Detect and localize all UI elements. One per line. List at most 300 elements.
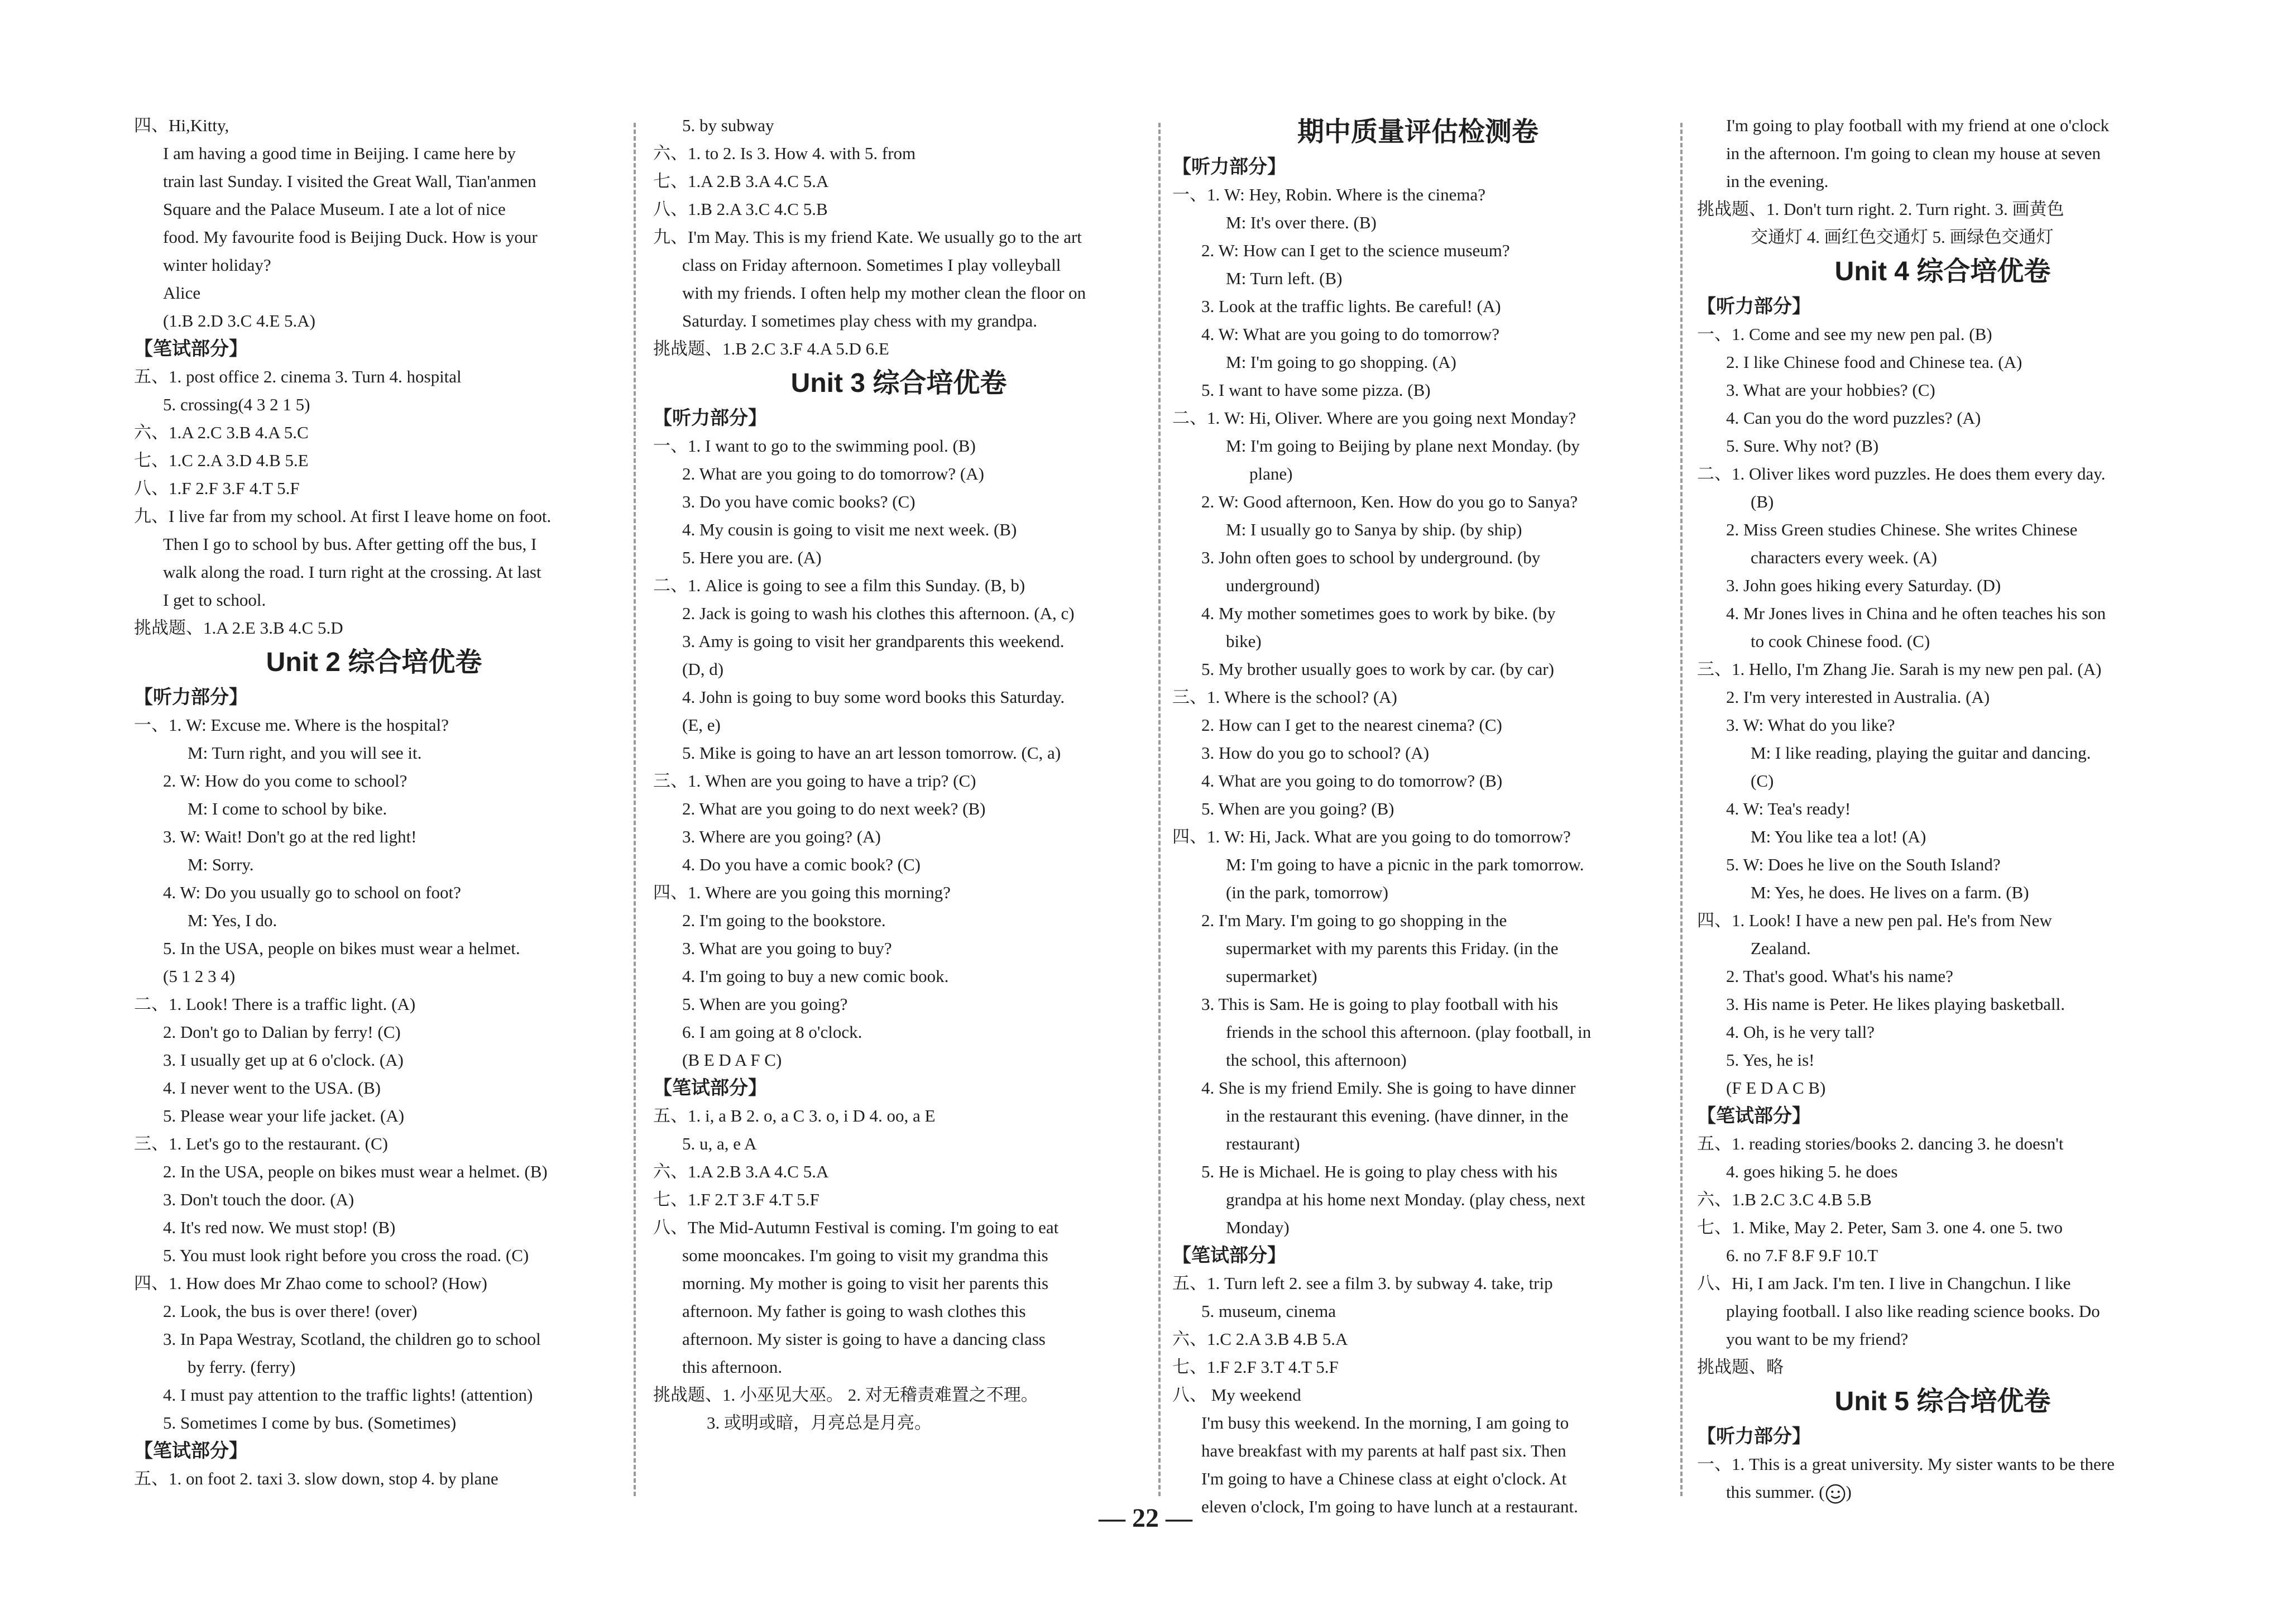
answer-line-text: 5. Sure. Why not? (B) <box>1726 436 1879 456</box>
answer-line <box>653 683 1144 711</box>
answer-line <box>1697 683 2188 711</box>
answer-line <box>1697 572 2188 600</box>
answer-line-text: 二、1. Alice is going to see a film this Sunday. (B, b) <box>653 576 1025 595</box>
answer-line <box>1697 167 2188 195</box>
answer-line <box>134 391 614 419</box>
answer-line-text: 交通灯 4. 画红色交通灯 5. 画绿色交通灯 <box>1751 227 2054 247</box>
answer-line-text: 2. Miss Green studies Chinese. She writes Chinese <box>1726 520 2078 539</box>
answer-line-text: 4. My cousin is going to visit me next week. (B) <box>682 520 1017 539</box>
answer-line-text: by ferry. (ferry) <box>188 1357 296 1377</box>
answer-line <box>1172 1018 1664 1046</box>
answer-line-text: 八、Hi, I am Jack. I'm ten. I live in Changchun. I like <box>1697 1273 2071 1293</box>
answer-line <box>653 823 1144 851</box>
answer-line-text: M: Turn left. (B) <box>1226 269 1343 288</box>
section-heading-text: Unit 5 综合培优卷 <box>1834 1387 2051 1416</box>
answer-line-text: Then I go to school by bus. After getting off the bus, I <box>163 534 537 554</box>
answer-line-text: M: It's over there. (B) <box>1226 213 1377 232</box>
answer-line <box>1697 1186 2188 1214</box>
answer-line-text: 3. How do you go to school? (A) <box>1201 743 1430 763</box>
answer-line-text: I'm going to play football with my friend at one o'clock <box>1726 116 2110 135</box>
answer-line-text: I get to school. <box>163 590 266 610</box>
answer-line-text: 4. Do you have a comic book? (C) <box>682 855 921 874</box>
answer-line-text: 4. W: Do you usually go to school on foot? <box>163 883 461 902</box>
answer-line-text: supermarket) <box>1226 966 1317 986</box>
answer-line <box>653 223 1144 251</box>
answer-line <box>653 767 1144 795</box>
answer-line <box>1172 600 1664 627</box>
answer-line-text: M: Yes, he does. He lives on a farm. (B) <box>1751 883 2029 902</box>
answer-line <box>1172 1130 1664 1158</box>
answer-column-3 <box>1172 112 1664 1516</box>
answer-line <box>134 1270 614 1297</box>
answer-line-text: class on Friday afternoon. Sometimes I play volleyball <box>682 255 1061 275</box>
answer-line-text: 3. What are your hobbies? (C) <box>1726 380 1935 400</box>
answer-line <box>1697 348 2188 376</box>
answer-line <box>134 1018 614 1046</box>
answer-line <box>134 1353 614 1381</box>
answer-line-text: 5. u, a, e A <box>682 1134 757 1153</box>
answer-line <box>1697 655 2188 683</box>
answer-line <box>1172 1297 1664 1325</box>
answer-line-text: (B) <box>1751 492 1774 511</box>
answer-line-text: friends in the school this afternoon. (play football, in <box>1226 1022 1592 1042</box>
answer-line <box>134 167 614 195</box>
answer-line <box>1697 112 2188 140</box>
answer-line <box>653 907 1144 935</box>
answer-line <box>1172 1353 1664 1381</box>
answer-line <box>1172 1214 1664 1242</box>
answer-line-text: 八、 My weekend <box>1172 1385 1301 1405</box>
part-label-text: 【笔试部分】 <box>653 1077 767 1099</box>
part-label <box>1697 1102 2188 1130</box>
part-label <box>134 1437 614 1465</box>
answer-line <box>1697 223 2188 251</box>
answer-line-text: 四、1. W: Hi, Jack. What are you going to do tomorrow? <box>1172 827 1571 846</box>
answer-line-text: 四、1. Where are you going this morning? <box>653 883 951 902</box>
answer-line <box>134 962 614 990</box>
answer-line <box>134 307 614 335</box>
part-label <box>1697 1422 2188 1450</box>
answer-line <box>134 795 614 823</box>
answer-line-text: M: Turn right, and you will see it. <box>188 743 422 763</box>
answer-line <box>1172 181 1664 209</box>
answer-line <box>653 1102 1144 1130</box>
answer-line-text: 4. I must pay attention to the traffic lights! (attention) <box>163 1385 533 1405</box>
section-heading <box>653 363 1144 404</box>
part-label <box>653 404 1144 432</box>
answer-line <box>1697 767 2188 795</box>
answer-line <box>1172 1325 1664 1353</box>
column-separator <box>1158 123 1161 1496</box>
answer-line-text: 5. Yes, he is! <box>1726 1050 1815 1070</box>
answer-line-text: 挑战题、略 <box>1697 1357 1784 1377</box>
answer-line-text: 七、1. Mike, May 2. Peter, Sam 3. one 4. one 5. two <box>1697 1218 2063 1237</box>
answer-line-text: 5. museum, cinema <box>1201 1301 1336 1321</box>
answer-line <box>134 1074 614 1102</box>
answer-line-text: afternoon. My sister is going to have a dancing class <box>682 1329 1046 1349</box>
answer-line <box>653 1186 1144 1214</box>
answer-line-text: 七、1.F 2.F 3.T 4.T 5.F <box>1172 1357 1339 1377</box>
answer-line <box>653 600 1144 627</box>
answer-line <box>1697 320 2188 348</box>
part-label-text: 【听力部分】 <box>1172 156 1286 178</box>
answer-line-text: 3. Look at the traffic lights. Be careful! (A) <box>1201 296 1501 316</box>
part-label-text: 【笔试部分】 <box>1172 1245 1286 1266</box>
answer-line <box>1172 404 1664 432</box>
answer-line <box>134 1409 614 1437</box>
answer-line <box>134 1130 614 1158</box>
answer-line <box>1172 1270 1664 1297</box>
answer-line-text: 五、1. on foot 2. taxi 3. slow down, stop 4. by plane <box>134 1469 499 1488</box>
answer-line-text: with my friends. I often help my mother clean the floor on <box>682 283 1086 303</box>
answer-line-text: 2. W: Good afternoon, Ken. How do you go to Sanya? <box>1201 492 1578 511</box>
column-separator <box>634 123 636 1496</box>
answer-line-text: 3. John often goes to school by underground. (by <box>1201 548 1541 567</box>
answer-line <box>653 432 1144 460</box>
answer-line-text: 四、1. How does Mr Zhao come to school? (How) <box>134 1273 487 1293</box>
answer-line <box>134 558 614 586</box>
answer-line <box>1697 195 2188 223</box>
answer-line <box>1697 1297 2188 1325</box>
answer-line <box>653 112 1144 140</box>
answer-line-text: supermarket with my parents this Friday. (in the <box>1226 938 1559 958</box>
answer-line <box>653 851 1144 879</box>
answer-line-text: in the restaurant this evening. (have dinner, in the <box>1226 1106 1569 1125</box>
answer-line-text: 五、1. i, a B 2. o, a C 3. o, i D 4. oo, a E <box>653 1106 936 1125</box>
answer-line <box>1172 1186 1664 1214</box>
answer-line-text: 5. by subway <box>682 116 774 135</box>
answer-line <box>1697 516 2188 544</box>
part-label <box>1697 293 2188 320</box>
answer-line-text: 一、1. W: Excuse me. Where is the hospital? <box>134 715 449 735</box>
answer-line <box>134 475 614 502</box>
answer-line-text: 6. no 7.F 8.F 9.F 10.T <box>1726 1245 1878 1265</box>
answer-line <box>1697 544 2188 572</box>
answer-line-text: 3. This is Sam. He is going to play football with his <box>1201 994 1559 1014</box>
answer-line <box>1172 1074 1664 1102</box>
answer-line <box>1172 516 1664 544</box>
answer-line-text: M: I'm going to go shopping. (A) <box>1226 352 1456 372</box>
answer-line-text: I am having a good time in Beijing. I came here by <box>163 143 516 163</box>
answer-line-text: 三、1. Hello, I'm Zhang Jie. Sarah is my new pen pal. (A) <box>1697 659 2102 679</box>
answer-line-text: Saturday. I sometimes play chess with my grandpa. <box>682 311 1037 330</box>
answer-line-text: 八、1.F 2.F 3.F 4.T 5.F <box>134 478 300 498</box>
answer-line <box>1697 1074 2188 1102</box>
answer-line <box>1697 488 2188 516</box>
answer-line-text: 挑战题、1.A 2.E 3.B 4.C 5.D <box>134 618 343 638</box>
answer-line <box>1172 823 1664 851</box>
answer-line-text: 2. I'm going to the bookstore. <box>682 911 886 930</box>
answer-line <box>1172 879 1664 907</box>
answer-line <box>1172 907 1664 935</box>
answer-line-text: 5. W: Does he live on the South Island? <box>1726 855 2001 874</box>
answer-line-text: the school, this afternoon) <box>1226 1050 1407 1070</box>
answer-line-text: 七、1.F 2.T 3.F 4.T 5.F <box>653 1190 819 1209</box>
answer-line-text: 3. I usually get up at 6 o'clock. (A) <box>163 1050 404 1070</box>
answer-line <box>1697 823 2188 851</box>
answer-line-text: 二、1. Look! There is a traffic light. (A) <box>134 994 416 1014</box>
answer-line-text: 八、The Mid-Autumn Festival is coming. I'm going to eat <box>653 1218 1059 1237</box>
answer-line-text: 2. I'm Mary. I'm going to go shopping in the <box>1201 911 1507 930</box>
answer-line <box>653 195 1144 223</box>
answer-column-2 <box>653 112 1144 1496</box>
answer-line <box>1172 655 1664 683</box>
answer-line <box>653 488 1144 516</box>
answer-line-text: 2. In the USA, people on bikes must wear a helmet. (B) <box>163 1162 548 1181</box>
answer-line-text: 5. Please wear your life jacket. (A) <box>163 1106 405 1125</box>
answer-line-text: (5 1 2 3 4) <box>163 966 236 986</box>
answer-line <box>1172 432 1664 460</box>
answer-line-text: 2. W: How do you come to school? <box>163 771 408 791</box>
answer-line <box>1172 683 1664 711</box>
answer-line <box>134 112 614 140</box>
answer-line <box>134 823 614 851</box>
part-label-text: 【听力部分】 <box>1697 296 1811 317</box>
answer-line <box>653 279 1144 307</box>
answer-line <box>1697 1242 2188 1270</box>
answer-line-text: 5. crossing(4 3 2 1 5) <box>163 395 310 414</box>
section-heading <box>134 642 614 683</box>
answer-line <box>134 711 614 739</box>
answer-line <box>134 251 614 279</box>
answer-line <box>134 1186 614 1214</box>
answer-line-text: in the afternoon. I'm going to clean my house at seven <box>1726 143 2101 163</box>
answer-line-text: 2. Don't go to Dalian by ferry! (C) <box>163 1022 401 1042</box>
answer-line-text: 3. W: What do you like? <box>1726 715 1895 735</box>
answer-column-4 <box>1697 112 2188 1502</box>
answer-line <box>1172 460 1664 488</box>
answer-line <box>653 1297 1144 1325</box>
answer-line-text: Square and the Palace Museum. I ate a lot of nice <box>163 199 506 219</box>
answer-line-text: 4. goes hiking 5. he does <box>1726 1162 1898 1181</box>
answer-line <box>1172 348 1664 376</box>
answer-line-text: plane) <box>1249 464 1293 483</box>
answer-line-text: M: I like reading, playing the guitar and dancing. <box>1751 743 2091 763</box>
answer-line-text: you want to be my friend? <box>1726 1329 1909 1349</box>
answer-line <box>134 879 614 907</box>
answer-line <box>653 1158 1144 1186</box>
answer-line-text: Monday) <box>1226 1218 1290 1237</box>
answer-line-text: 5. You must look right before you cross the road. (C) <box>163 1245 529 1265</box>
answer-line-text: 5. When are you going? (B) <box>1201 799 1394 818</box>
answer-line-text: 4. Can you do the word puzzles? (A) <box>1726 408 1981 428</box>
answer-line <box>134 1046 614 1074</box>
answer-line-text: 七、1.C 2.A 3.D 4.B 5.E <box>134 451 309 470</box>
answer-line-text: 4. I'm going to buy a new comic book. <box>682 966 949 986</box>
answer-line-text: 二、1. W: Hi, Oliver. Where are you going next Monday? <box>1172 408 1576 428</box>
answer-line-text: have breakfast with my parents at half past six. Then <box>1201 1441 1566 1460</box>
answer-line <box>653 1353 1144 1381</box>
answer-line-text: 挑战题、1. Don't turn right. 2. Turn right. 3. 画黄色 <box>1697 199 2064 219</box>
answer-line <box>1172 293 1664 320</box>
part-label-text: 【听力部分】 <box>653 408 767 429</box>
answer-line-text: 4. My mother sometimes goes to work by bike. (by <box>1201 603 1556 623</box>
answer-line-text: 3. W: Wait! Don't go at the red light! <box>163 827 417 846</box>
answer-line <box>1172 962 1664 990</box>
answer-line <box>1172 851 1664 879</box>
answer-line <box>1697 460 2188 488</box>
answer-line <box>1172 1102 1664 1130</box>
part-label <box>134 335 614 363</box>
answer-line <box>653 935 1144 962</box>
answer-line-text: food. My favourite food is Beijing Duck. How is your <box>163 227 538 247</box>
answer-line-text: 七、1.A 2.B 3.A 4.C 5.A <box>653 171 829 191</box>
answer-line <box>1697 879 2188 907</box>
answer-line-text: 挑战题、1.B 2.C 3.F 4.A 5.D 6.E <box>653 339 889 358</box>
answer-line-text: Zealand. <box>1751 938 1811 958</box>
answer-line <box>653 655 1144 683</box>
answer-line-text: 5. I want to have some pizza. (B) <box>1201 380 1431 400</box>
answer-line-text: Alice <box>163 283 201 303</box>
answer-line <box>1172 711 1664 739</box>
answer-line-text: 5. In the USA, people on bikes must wear a helmet. <box>163 938 520 958</box>
answer-line-text: 三、1. Where is the school? (A) <box>1172 687 1397 707</box>
answer-line <box>653 460 1144 488</box>
answer-line <box>653 1270 1144 1297</box>
answer-line <box>653 711 1144 739</box>
answer-line <box>1172 1158 1664 1186</box>
part-label <box>1172 1242 1664 1270</box>
answer-line-text: 六、1. to 2. Is 3. How 4. with 5. from <box>653 143 916 163</box>
answer-line <box>1172 488 1664 516</box>
answer-line <box>653 1242 1144 1270</box>
answer-line-text: M: I come to school by bike. <box>188 799 387 818</box>
answer-line <box>1172 265 1664 293</box>
answer-line <box>134 1465 614 1493</box>
answer-line-text: 六、1.A 2.C 3.B 4.A 5.C <box>134 423 309 442</box>
answer-line <box>134 1102 614 1130</box>
answer-line <box>1697 1353 2188 1381</box>
answer-line-text: 2. What are you going to do tomorrow? (A) <box>682 464 984 483</box>
answer-line-text: 2. I like Chinese food and Chinese tea. (A) <box>1726 352 2022 372</box>
answer-line <box>134 1242 614 1270</box>
answer-line-text: 八、1.B 2.A 3.C 4.C 5.B <box>653 199 828 219</box>
smiley-face-icon <box>1825 1482 1846 1502</box>
answer-line-text: M: I'm going to have a picnic in the park tomorrow. <box>1226 855 1584 874</box>
closing-paren: ) <box>1846 1482 1852 1502</box>
answer-line-text: winter holiday? <box>163 255 271 275</box>
answer-line <box>134 586 614 614</box>
answer-line-text: 3. John goes hiking every Saturday. (D) <box>1726 576 2001 595</box>
answer-line-text: 4. What are you going to do tomorrow? (B) <box>1201 771 1503 791</box>
answer-line <box>134 502 614 530</box>
answer-line-text: 2. That's good. What's his name? <box>1726 966 1953 986</box>
answer-line <box>653 739 1144 767</box>
answer-line-text: 四、1. Look! I have a new pen pal. He's from New <box>1697 911 2052 930</box>
answer-line <box>1172 739 1664 767</box>
answer-line <box>1697 1214 2188 1242</box>
answer-line <box>653 1018 1144 1046</box>
answer-line <box>1172 1046 1664 1074</box>
answer-line-text: 九、I'm May. This is my friend Kate. We usually go to the art <box>653 227 1082 247</box>
section-heading-text: Unit 4 综合培优卷 <box>1834 257 2051 286</box>
answer-line <box>653 544 1144 572</box>
answer-line <box>1172 209 1664 237</box>
answer-line <box>134 1381 614 1409</box>
answer-line-text: 2. Jack is going to wash his clothes this afternoon. (A, c) <box>682 603 1075 623</box>
part-label <box>1172 153 1664 181</box>
answer-line-text: restaurant) <box>1226 1134 1300 1153</box>
answer-line <box>1697 962 2188 990</box>
answer-line <box>653 1409 1144 1437</box>
answer-line-text: 4. W: What are you going to do tomorrow? <box>1201 324 1500 344</box>
answer-line <box>1697 432 2188 460</box>
answer-line <box>134 935 614 962</box>
answer-line <box>1697 711 2188 739</box>
section-heading-text: 期中质量评估检测卷 <box>1297 117 1538 147</box>
answer-line-text: 4. Oh, is he very tall? <box>1726 1022 1875 1042</box>
answer-line-text: 4. It's red now. We must stop! (B) <box>163 1218 396 1237</box>
answer-line <box>653 516 1144 544</box>
answer-line-text: 4. She is my friend Emily. She is going to have dinner <box>1201 1078 1576 1098</box>
answer-line-text: morning. My mother is going to visit her parents this <box>682 1273 1049 1293</box>
answer-line-text: 3. Amy is going to visit her grandparents this weekend. <box>682 631 1065 651</box>
section-heading-text: Unit 2 综合培优卷 <box>266 648 482 677</box>
answer-line <box>1697 739 2188 767</box>
answer-line-text: 四、Hi,Kitty, <box>134 116 229 135</box>
answer-line-text: 五、1. Turn left 2. see a film 3. by subway 4. take, trip <box>1172 1273 1553 1293</box>
answer-line <box>1697 1018 2188 1046</box>
answer-line <box>134 739 614 767</box>
answer-line <box>1697 600 2188 627</box>
answer-line-text: 5. My brother usually goes to work by car. (by car) <box>1201 659 1554 679</box>
answer-line-text: M: Sorry. <box>188 855 254 874</box>
answer-line-text: 2. W: How can I get to the science museum? <box>1201 241 1510 260</box>
answer-line-text: 4. Mr Jones lives in China and he often teaches his son <box>1726 603 2106 623</box>
answer-line-text: 一、1. Come and see my new pen pal. (B) <box>1697 324 1992 344</box>
answer-line <box>1697 935 2188 962</box>
answer-line <box>134 1325 614 1353</box>
answer-line <box>653 167 1144 195</box>
answer-line-text: 六、1.A 2.B 3.A 4.C 5.A <box>653 1162 829 1181</box>
answer-line <box>653 1325 1144 1353</box>
section-heading <box>1697 251 2188 293</box>
answer-column-1 <box>134 112 614 1496</box>
answer-line-text: M: I usually go to Sanya by ship. (by ship) <box>1226 520 1522 539</box>
answer-line <box>134 419 614 447</box>
answer-line-text: walk along the road. I turn right at the crossing. At last <box>163 562 541 582</box>
answer-line-text: characters every week. (A) <box>1751 548 1937 567</box>
answer-line <box>653 795 1144 823</box>
answer-line-text: 5. Sometimes I come by bus. (Sometimes) <box>163 1413 457 1433</box>
answer-line <box>1172 320 1664 348</box>
answer-line <box>653 879 1144 907</box>
answer-line-text: I'm busy this weekend. In the morning, I am going to <box>1201 1413 1569 1433</box>
answer-line-text: playing football. I also like reading science books. Do <box>1726 1301 2100 1321</box>
answer-line-text: in the evening. <box>1726 171 1829 191</box>
answer-line <box>653 990 1144 1018</box>
answer-line <box>653 307 1144 335</box>
answer-line-text: 2. What are you going to do next week? (B) <box>682 799 986 818</box>
answer-line <box>134 530 614 558</box>
answer-line <box>1172 795 1664 823</box>
part-label-text: 【听力部分】 <box>134 687 248 708</box>
answer-line-text: 3. Don't touch the door. (A) <box>163 1190 354 1209</box>
answer-line <box>134 990 614 1018</box>
answer-line-text: I'm going to have a Chinese class at eight o'clock. At <box>1201 1469 1567 1488</box>
answer-line <box>1697 1450 2188 1478</box>
answer-line <box>1697 1158 2188 1186</box>
answer-line-text: (C) <box>1751 771 1774 791</box>
part-label-text: 【笔试部分】 <box>134 1440 248 1462</box>
answer-line-text: M: You like tea a lot! (A) <box>1751 827 1926 846</box>
answer-line-text: 3. Where are you going? (A) <box>682 827 881 846</box>
answer-line-text: 五、1. post office 2. cinema 3. Turn 4. hospital <box>134 367 462 386</box>
answer-line-text: bike) <box>1226 631 1262 651</box>
answer-line <box>134 1214 614 1242</box>
answer-line-text: 2. How can I get to the nearest cinema? (C) <box>1201 715 1502 735</box>
answer-line <box>1697 795 2188 823</box>
